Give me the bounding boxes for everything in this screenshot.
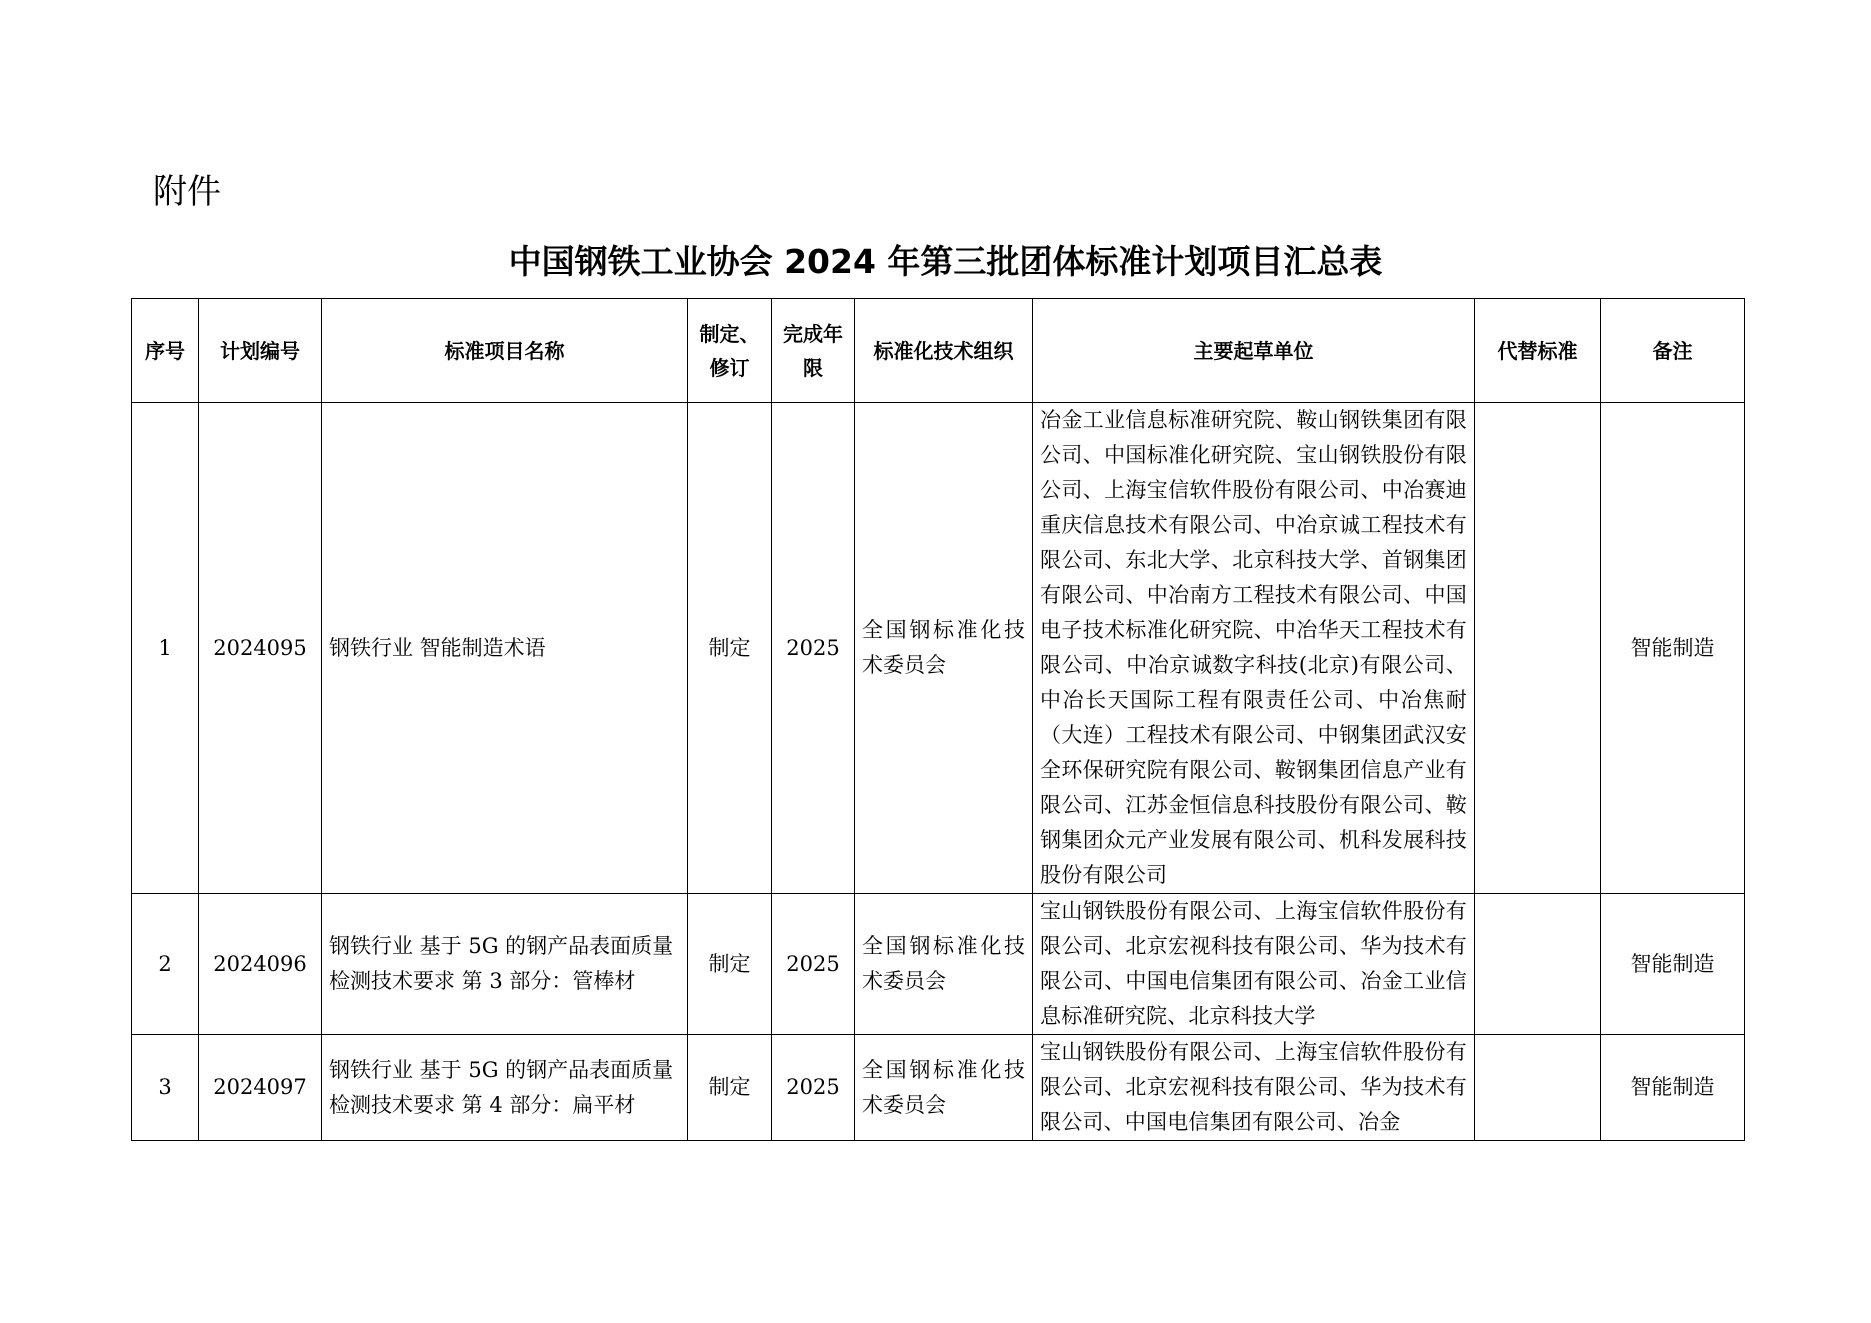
cell-seq: 3 bbox=[132, 1035, 199, 1141]
cell-remarks: 智能制造 bbox=[1601, 894, 1745, 1035]
cell-plan-no: 2024096 bbox=[199, 894, 322, 1035]
document-title: 中国钢铁工业协会 2024 年第三批团体标准计划项目汇总表 bbox=[508, 242, 1383, 281]
cell-type: 制定 bbox=[688, 403, 772, 894]
table-row bbox=[132, 894, 1745, 1035]
cell-replaces bbox=[1475, 894, 1601, 1035]
table-row bbox=[132, 1035, 1745, 1141]
header-plan-no: 计划编号 bbox=[199, 299, 322, 403]
cell-committee: 全国钢标准化技术委员会 bbox=[855, 403, 1033, 894]
cell-seq: 1 bbox=[132, 403, 199, 894]
header-type: 制定、修订 bbox=[688, 299, 772, 403]
header-replaces: 代替标准 bbox=[1475, 299, 1601, 403]
cell-seq: 2 bbox=[132, 894, 199, 1035]
cell-name: 钢铁行业 智能制造术语 bbox=[322, 403, 688, 894]
plan-table bbox=[131, 298, 1745, 1141]
cell-plan-no: 2024097 bbox=[199, 1035, 322, 1141]
header-deadline: 完成年限 bbox=[772, 299, 855, 403]
header-committee: 标准化技术组织 bbox=[855, 299, 1033, 403]
cell-drafters: 宝山钢铁股份有限公司、上海宝信软件股份有限公司、北京宏视科技有限公司、华为技术有限公司、中国电信集团有限公司、冶金 bbox=[1033, 1035, 1475, 1141]
cell-type: 制定 bbox=[688, 1035, 772, 1141]
cell-replaces bbox=[1475, 1035, 1601, 1141]
cell-remarks: 智能制造 bbox=[1601, 1035, 1745, 1141]
cell-deadline: 2025 bbox=[772, 403, 855, 894]
attachment-label: 附件 bbox=[153, 172, 221, 212]
cell-drafters: 宝山钢铁股份有限公司、上海宝信软件股份有限公司、北京宏视科技有限公司、华为技术有限公司、中国电信集团有限公司、冶金工业信息标准研究院、北京科技大学 bbox=[1033, 894, 1475, 1035]
cell-committee: 全国钢标准化技术委员会 bbox=[855, 894, 1033, 1035]
table-header-row bbox=[132, 299, 1745, 403]
header-remarks: 备注 bbox=[1601, 299, 1745, 403]
cell-drafters: 冶金工业信息标准研究院、鞍山钢铁集团有限公司、中国标准化研究院、宝山钢铁股份有限公司、上海宝信软件股份有限公司、中冶赛迪重庆信息技术有限公司、中冶京诚工程技术有限公司、东北大学、北京科技大学、首钢集团有限公司、中冶南方工程技术有限公司、中国电子技术标准化研究院、中冶华天工程技术有限公司、中冶京诚数字科技(北京)有限公司、中冶长天国际工程有限责任公司、中冶焦耐（大连）工程技术有限公司、中钢集团武汉安全环保研究院有限公司、鞍钢集团信息产业有限公司、江苏金恒信息科技股份有限公司、鞍钢集团众元产业发展有限公司、机科发展科技股份有限公司 bbox=[1033, 403, 1475, 894]
cell-replaces bbox=[1475, 403, 1601, 894]
cell-name: 钢铁行业 基于 5G 的钢产品表面质量检测技术要求 第 4 部分：扁平材 bbox=[322, 1035, 688, 1141]
cell-remarks: 智能制造 bbox=[1601, 403, 1745, 894]
cell-deadline: 2025 bbox=[772, 894, 855, 1035]
header-name: 标准项目名称 bbox=[322, 299, 688, 403]
cell-plan-no: 2024095 bbox=[199, 403, 322, 894]
cell-committee: 全国钢标准化技术委员会 bbox=[855, 1035, 1033, 1141]
table-row bbox=[132, 403, 1745, 894]
header-drafters: 主要起草单位 bbox=[1033, 299, 1475, 403]
cell-name: 钢铁行业 基于 5G 的钢产品表面质量检测技术要求 第 3 部分：管棒材 bbox=[322, 894, 688, 1035]
header-seq: 序号 bbox=[132, 299, 199, 403]
cell-type: 制定 bbox=[688, 894, 772, 1035]
cell-deadline: 2025 bbox=[772, 1035, 855, 1141]
